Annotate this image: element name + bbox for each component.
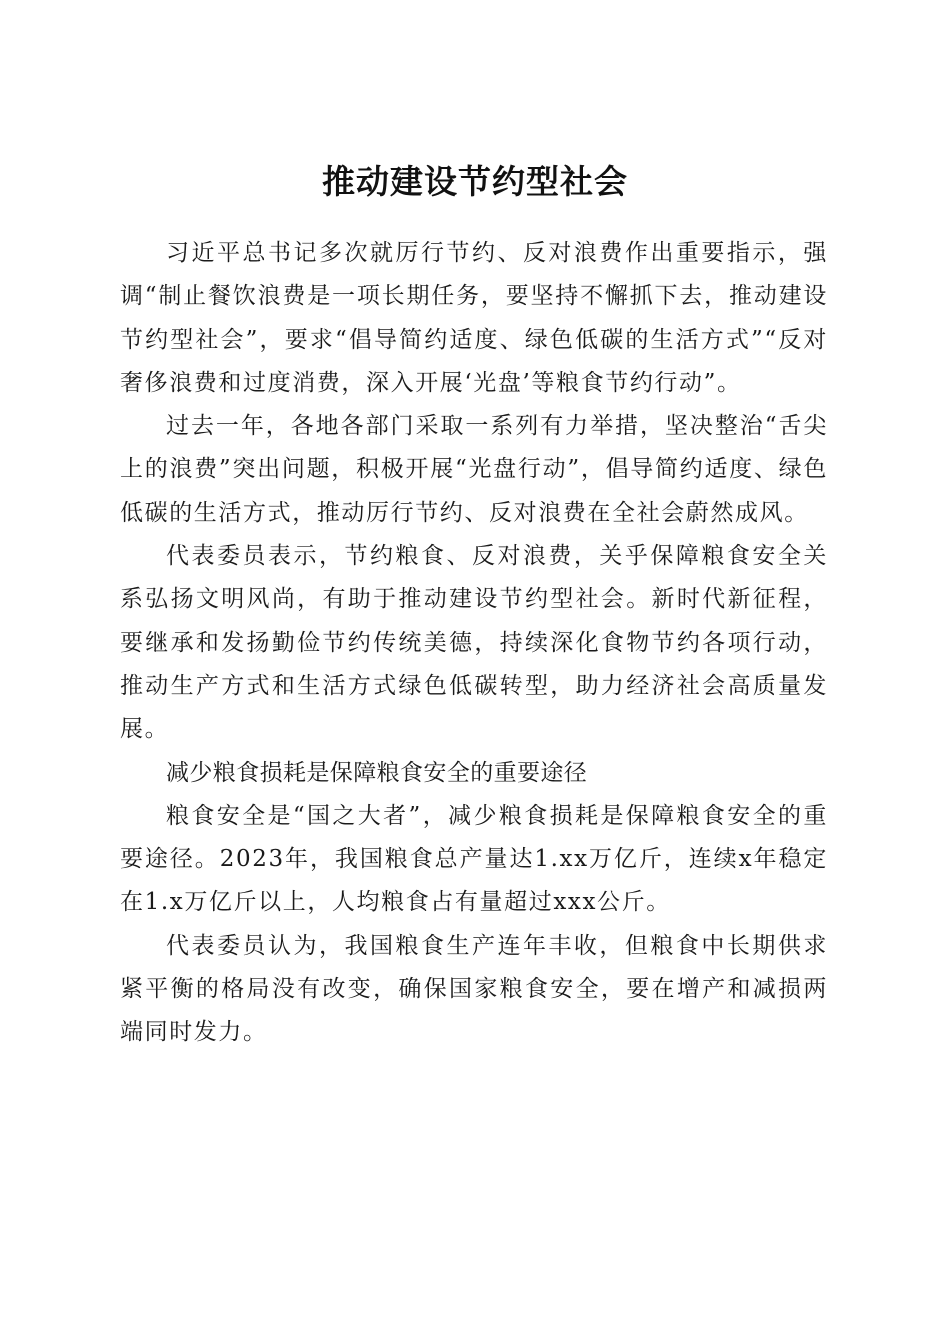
paragraph-grain-security: 粮食安全是“国之大者”，减少粮食损耗是保障粮食安全的重要途径。2023年，我国粮食总产量达1.xx万亿斤，连续x年稳定在1.x万亿斤以上，人均粮食占有量超过xxx公斤。 [120,802,828,916]
paragraph-supply-demand: 代表委员认为，我国粮食生产连年丰收，但粮食中长期供求紧平衡的格局没有改变，确保国家粮食安全，要在增产和减损两端同时发力。 [120,932,828,1046]
paragraph-representatives: 代表委员表示，节约粮食、反对浪费，关乎保障粮食安全关系弘扬文明风尚，有助于推动建设节约型社会。新时代新征程，要继承和发扬勤俭节约传统美德，持续深化食物节约各项行动，推动生产方式和生活方式绿色低碳转型，助力经济社会高质量发展。 [120,543,828,743]
document-body [120,232,828,1055]
section-subheading: 减少粮食损耗是保障粮食安全的重要途径 [166,759,588,786]
paragraph-past-year: 过去一年，各地各部门采取一系列有力举措，坚决整治“舌尖上的浪费”突出问题，积极开展“光盘行动”，倡导简约适度、绿色低碳的生活方式，推动厉行节约、反对浪费在全社会蔚然成风。 [120,413,828,526]
document-title: 推动建设节约型社会 [322,162,628,202]
paragraph-intro: 习近平总书记多次就厉行节约、反对浪费作出重要指示，强调“制止餐饮浪费是一项长期任务，要坚持不懈抓下去，推动建设节约型社会”，要求“倡导简约适度、绿色低碳的生活方式”“反对奢侈浪费和过度消费，深入开展‘光盘’等粮食节约行动”。 [120,240,828,396]
